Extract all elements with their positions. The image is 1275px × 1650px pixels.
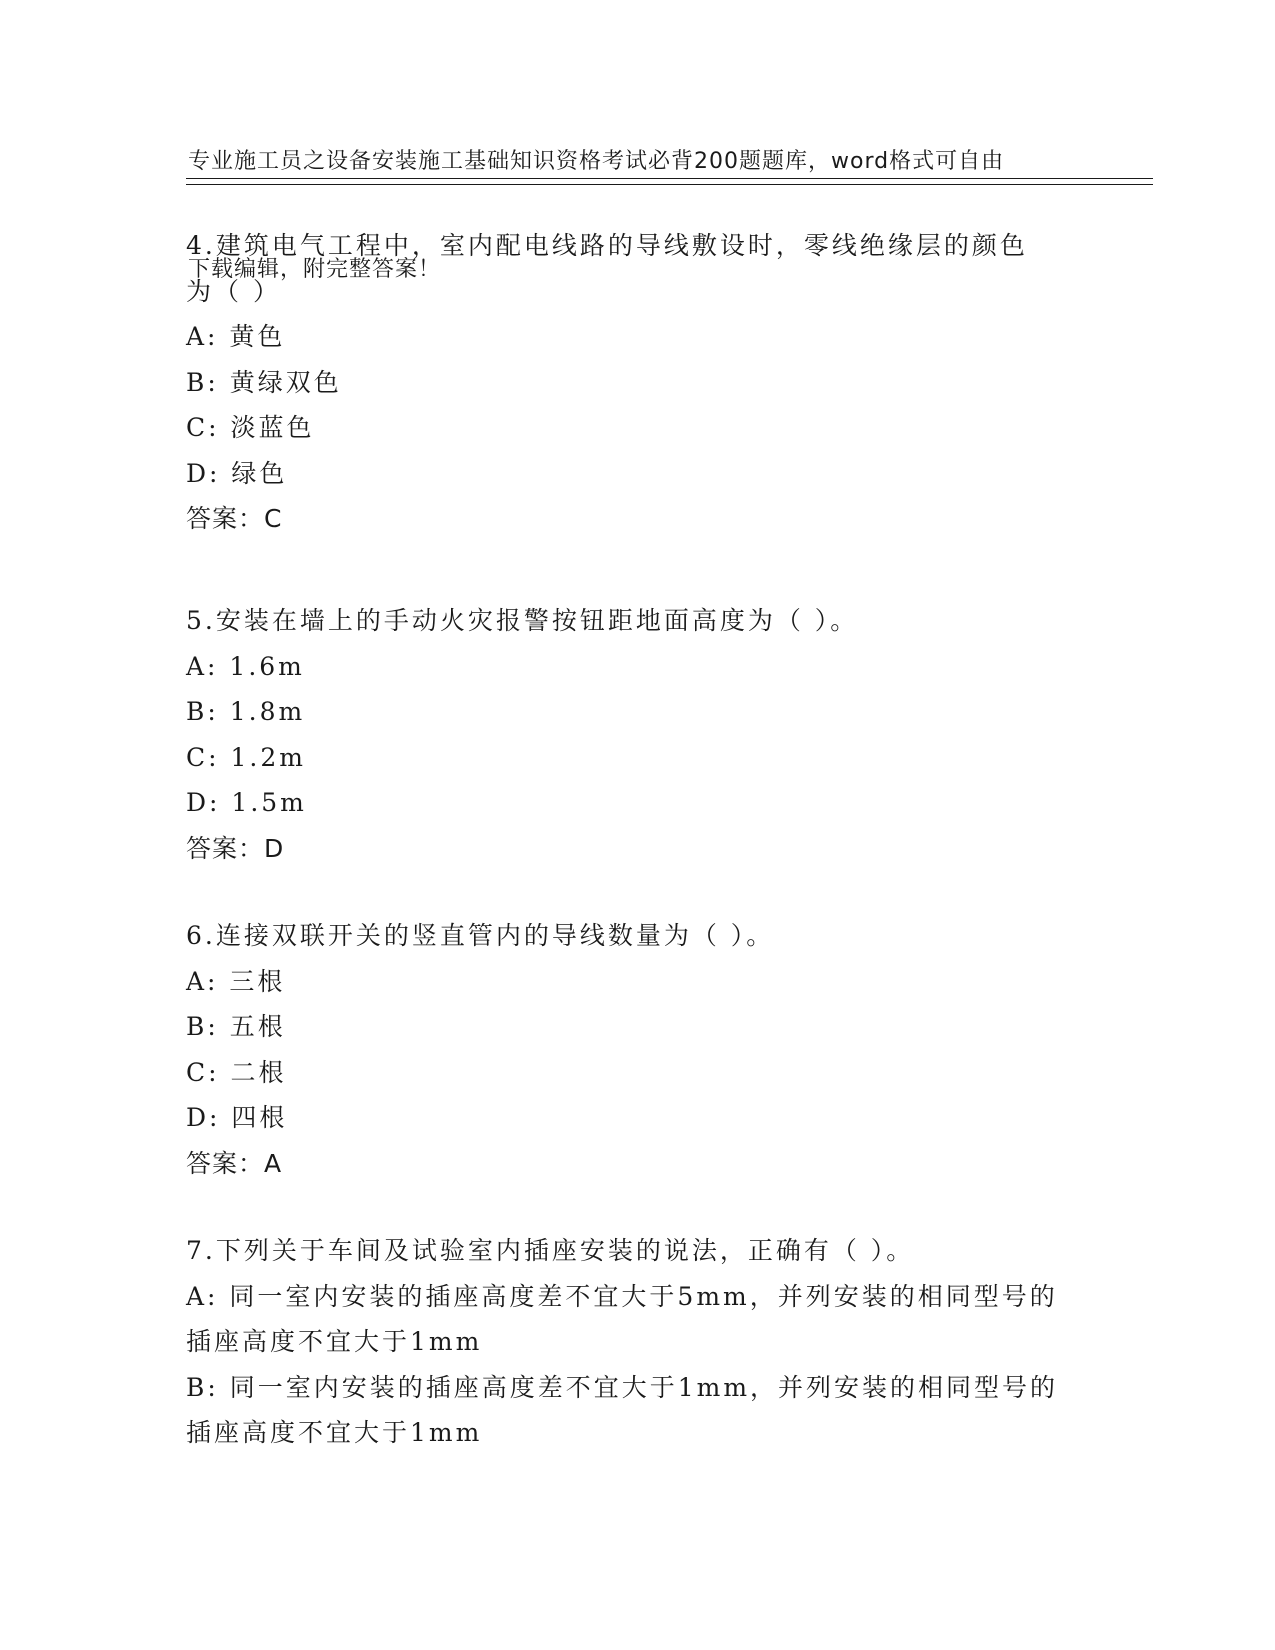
option-b: B: 五根 bbox=[186, 1012, 286, 1041]
option-b: B: 1.8m bbox=[186, 697, 306, 726]
option-a: A: 1.6m bbox=[186, 651, 305, 681]
option-c: C: 淡蓝色 bbox=[186, 413, 315, 442]
option-d: D: 绿色 bbox=[186, 458, 288, 488]
question-7 bbox=[186, 1228, 1086, 1456]
option-c: C: 1.2m bbox=[186, 742, 306, 772]
question-stem-continued: 为（ ） bbox=[186, 276, 281, 306]
option-a: A: 黄色 bbox=[186, 322, 286, 351]
header-line-1: 专业施工员之设备安装施工基础知识资格考试必背200题题库，word格式可自由 bbox=[188, 149, 1005, 174]
question-stem: 7.下列关于车间及试验室内插座安装的说法，正确有（ ）。 bbox=[186, 1236, 915, 1265]
question-6 bbox=[186, 913, 1086, 1186]
question-5 bbox=[186, 598, 1086, 871]
question-stem: 5.安装在墙上的手动火灾报警按钮距地面高度为（ ）。 bbox=[186, 606, 859, 635]
option-a: A: 同一室内安装的插座高度差不宜大于5mm，并列安装的相同型号的 bbox=[186, 1281, 1058, 1311]
header-divider-top bbox=[186, 178, 1153, 179]
answer-label: 答案：D bbox=[186, 833, 285, 863]
answer-label: 答案：A bbox=[186, 1148, 283, 1178]
answer-label: 答案：C bbox=[186, 504, 283, 533]
option-b: B: 黄绿双色 bbox=[186, 367, 342, 397]
header-line-2: 下载编辑，附完整答案！ bbox=[188, 257, 442, 282]
question-4 bbox=[186, 223, 1086, 542]
question-stem: 4.建筑电气工程中，室内配电线路的导线敷设时，零线绝缘层的颜色 bbox=[186, 231, 1028, 260]
option-b-continued: 插座高度不宜大于1mm bbox=[186, 1418, 483, 1447]
question-stem: 6.连接双联开关的竖直管内的导线数量为（ ）。 bbox=[186, 921, 775, 950]
option-a: A: 三根 bbox=[186, 966, 286, 996]
option-c: C: 二根 bbox=[186, 1057, 287, 1087]
option-b: B: 同一室内安装的插座高度差不宜大于1mm，并列安装的相同型号的 bbox=[186, 1372, 1059, 1402]
option-d: D: 四根 bbox=[186, 1103, 288, 1132]
option-d: D: 1.5m bbox=[186, 788, 307, 817]
option-a-continued: 插座高度不宜大于1mm bbox=[186, 1327, 483, 1356]
header-divider-bottom bbox=[186, 184, 1153, 185]
